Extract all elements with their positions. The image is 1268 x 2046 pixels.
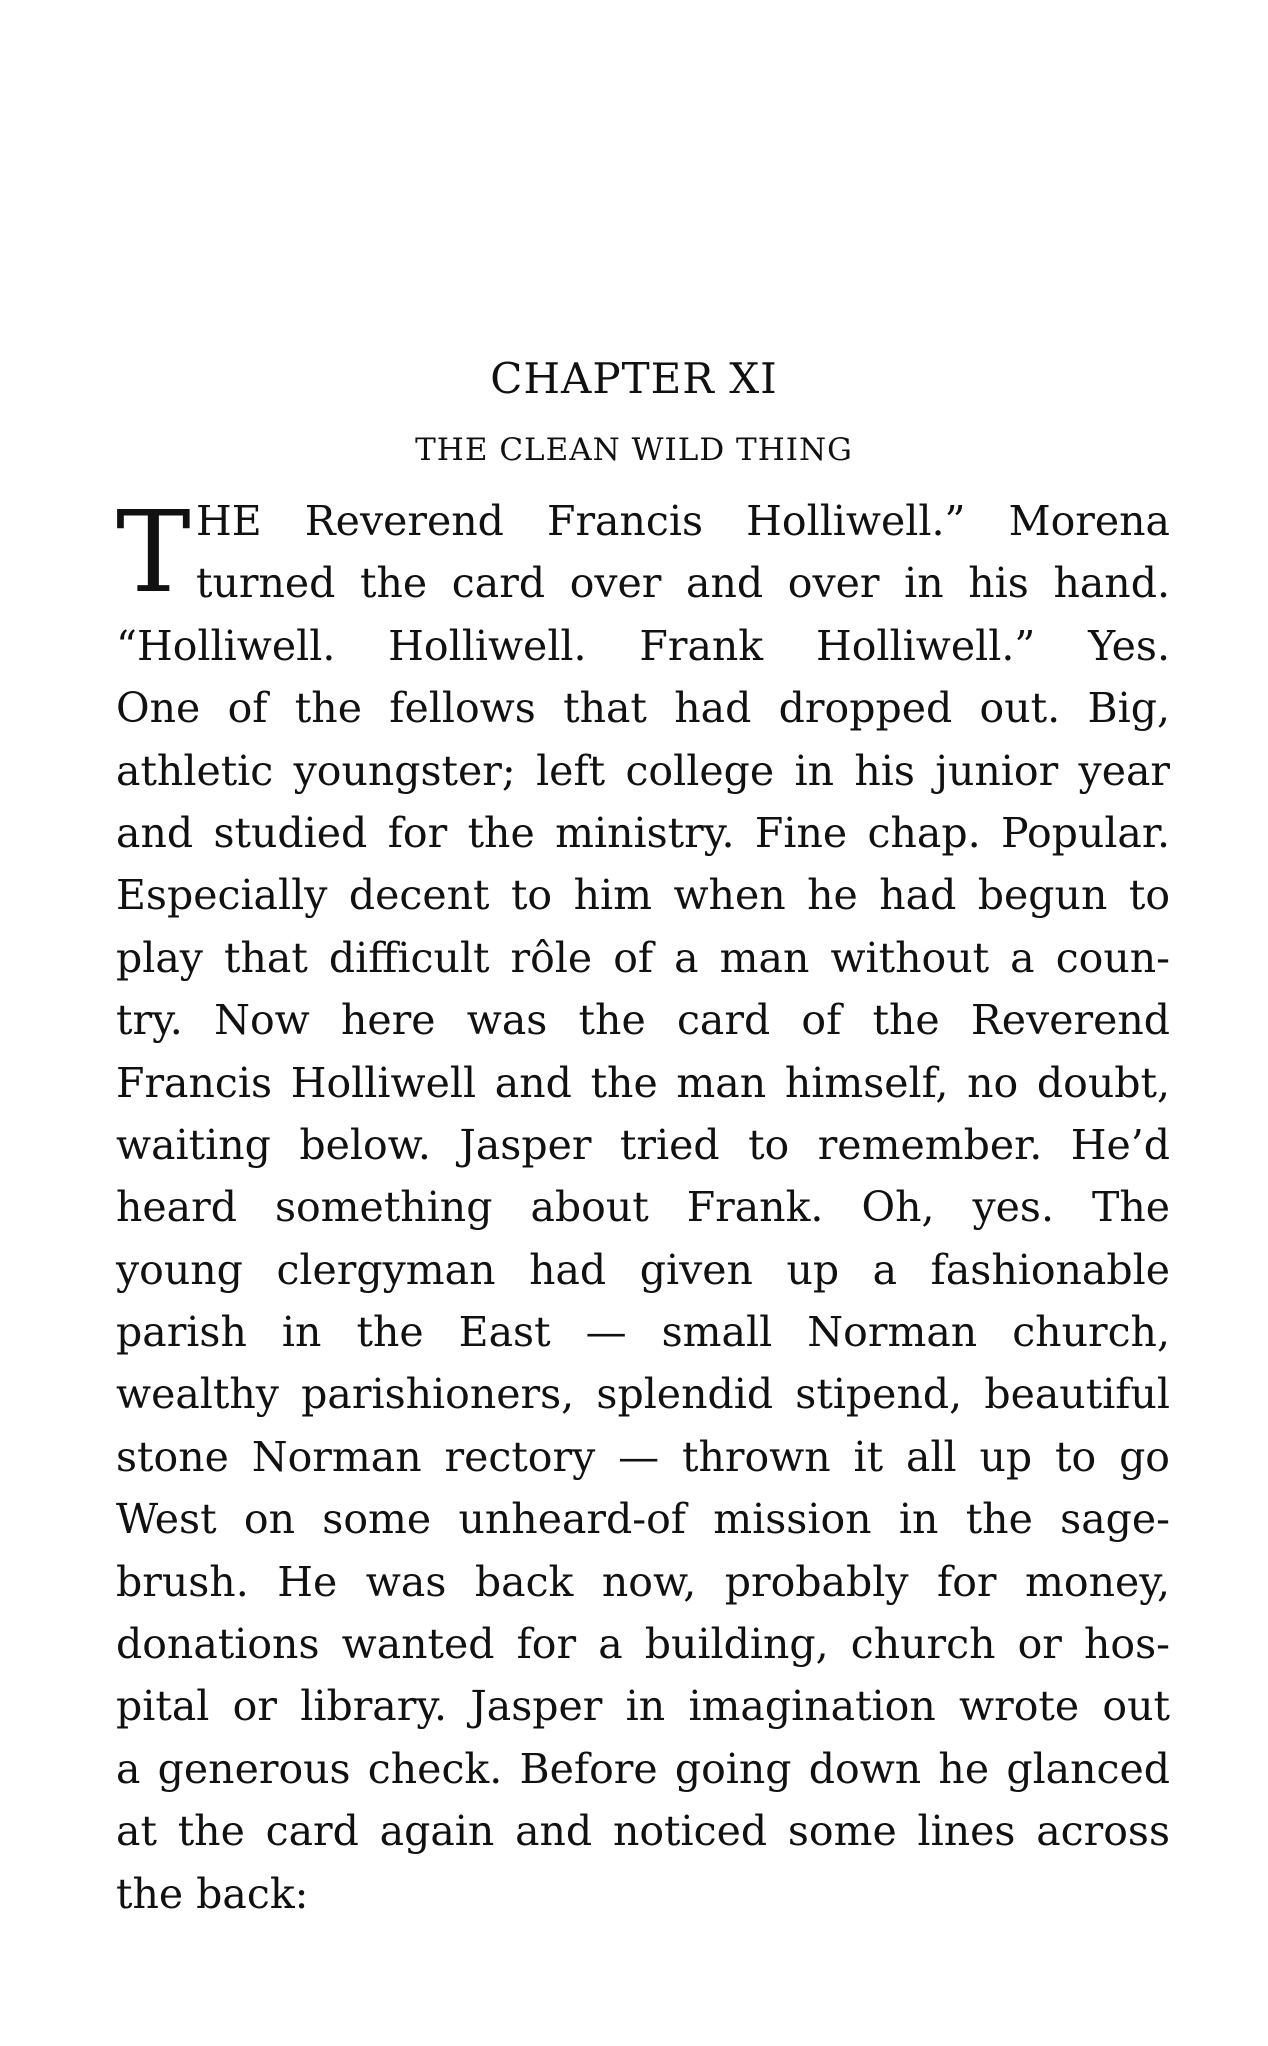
text-line: HE Reverend Francis Holliwell.” Morena <box>196 497 1170 545</box>
text-line: donations wanted for a building, church or hos- <box>116 1620 1170 1669</box>
text-line: play that difficult rôle of a man without a coun- <box>116 933 1170 982</box>
chapter-title: THE CLEAN WILD THING <box>415 432 853 468</box>
text-line: waiting below. Jasper tried to remember. He’d <box>116 1120 1170 1169</box>
text-line: Especially decent to him when he had begun to <box>116 871 1170 920</box>
text-line: brush. He was back now, probably for money, <box>116 1557 1170 1606</box>
chapter-number: CHAPTER XI <box>490 354 778 403</box>
text-line: at the card again and noticed some lines across <box>116 1807 1170 1856</box>
text-line: young clergyman had given up a fashionable <box>116 1245 1170 1294</box>
text-line: turned the card over and over in his hand. <box>196 559 1170 608</box>
text-line: try. Now here was the card of the Reverend <box>116 996 1170 1045</box>
chapter-body <box>116 490 1170 1925</box>
text-line: Francis Holliwell and the man himself, no doubt, <box>116 1058 1170 1107</box>
text-line: the back: <box>116 1869 309 1918</box>
text-line: One of the fellows that had dropped out. Big, <box>116 684 1170 733</box>
text-line: West on some unheard-of mission in the sage- <box>116 1495 1170 1544</box>
text-line: heard something about Frank. Oh, yes. The <box>116 1183 1170 1232</box>
text-line: wealthy parishioners, splendid stipend, beautiful <box>116 1370 1170 1419</box>
text-line: “Holliwell. Holliwell. Frank Holliwell.” Yes. <box>116 621 1170 670</box>
text-line: and studied for the ministry. Fine chap. Popular. <box>116 808 1170 857</box>
text-line: a generous check. Before going down he glanced <box>116 1744 1170 1793</box>
text-line: athletic youngster; left college in his junior year <box>116 746 1170 795</box>
drop-cap: T <box>116 488 191 618</box>
text-line: pital or library. Jasper in imagination wrote out <box>116 1682 1170 1731</box>
text-line: parish in the East — small Norman church, <box>116 1308 1170 1357</box>
text-line: stone Norman rectory — thrown it all up to go <box>116 1432 1170 1481</box>
